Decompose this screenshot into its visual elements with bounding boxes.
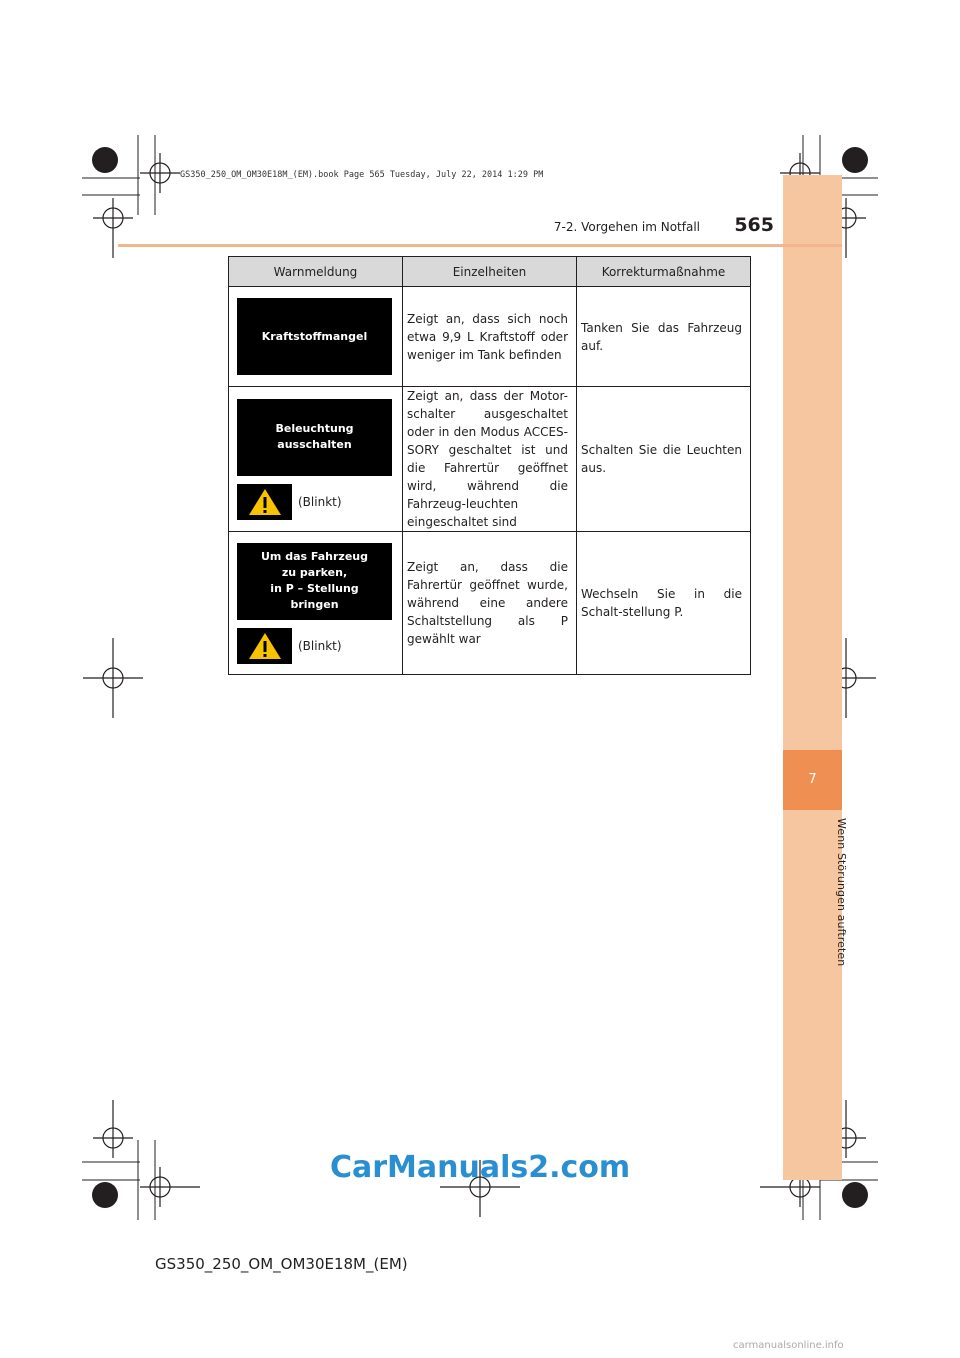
page-number: 565: [734, 214, 774, 236]
warning-cell: [229, 532, 403, 675]
warning-indicator: [237, 484, 292, 520]
table-row: [229, 287, 751, 387]
online-watermark[interactable]: carmanualsonline.info: [733, 1340, 844, 1351]
chapter-side-tab: [783, 175, 842, 1180]
indicator-row: [237, 484, 394, 520]
header-rule: [118, 244, 842, 247]
warning-triangle-icon: [248, 632, 282, 660]
action-cell: Tanken Sie das Fahrzeug auf.: [577, 287, 751, 387]
warning-triangle-icon: [248, 488, 282, 516]
chapter-number: 7: [783, 750, 842, 810]
display-message: Um das Fahrzeug zu parken, in P – Stellung bringen: [237, 543, 392, 620]
action-cell: Schalten Sie die Leuchten aus.: [577, 387, 751, 532]
blink-label: (Blinkt): [298, 638, 342, 653]
details-cell: Zeigt an, dass der Motor-schalter ausgeschaltet oder in den Modus ACCES-SORY geschaltet ist und die Fahrertür geöffnet wird, während die Fahrzeug-leuchten eingeschaltet sind: [403, 387, 577, 532]
blink-label: (Blinkt): [298, 494, 342, 509]
header-einzelheiten: Einzelheiten: [403, 257, 577, 287]
table-row: [229, 387, 751, 532]
display-message: Beleuchtung ausschalten: [237, 399, 392, 476]
carmanuals-watermark[interactable]: CarManuals2.com: [330, 1150, 631, 1185]
warning-indicator: [237, 628, 292, 664]
details-cell: Zeigt an, dass die Fahrertür geöffnet wurde, während eine andere Schaltstellung als P gewählt war: [403, 532, 577, 675]
table-header-row: [229, 257, 751, 287]
warning-message-table: [228, 256, 751, 675]
table-row: [229, 532, 751, 675]
document-code: GS350_250_OM_OM30E18M_(EM): [155, 1255, 408, 1273]
header-korrekturmassnahme: Korrekturmaßnahme: [577, 257, 751, 287]
indicator-row: [237, 628, 394, 664]
display-message: Kraftstoffmangel: [237, 298, 392, 375]
warning-cell: [229, 287, 403, 387]
details-cell: Zeigt an, dass sich noch etwa 9,9 L Kraftstoff oder weniger im Tank befinden: [403, 287, 577, 387]
chapter-title: Wenn Störungen auftreten: [835, 818, 848, 967]
header-warnmeldung: Warnmeldung: [229, 257, 403, 287]
section-title: 7-2. Vorgehen im Notfall: [553, 220, 700, 234]
book-info-line: GS350_250_OM_OM30E18M_(EM).book Page 565 Tuesday, July 22, 2014 1:29 PM: [180, 170, 544, 180]
warning-cell: [229, 387, 403, 532]
action-cell: Wechseln Sie in die Schalt-stellung P.: [577, 532, 751, 675]
